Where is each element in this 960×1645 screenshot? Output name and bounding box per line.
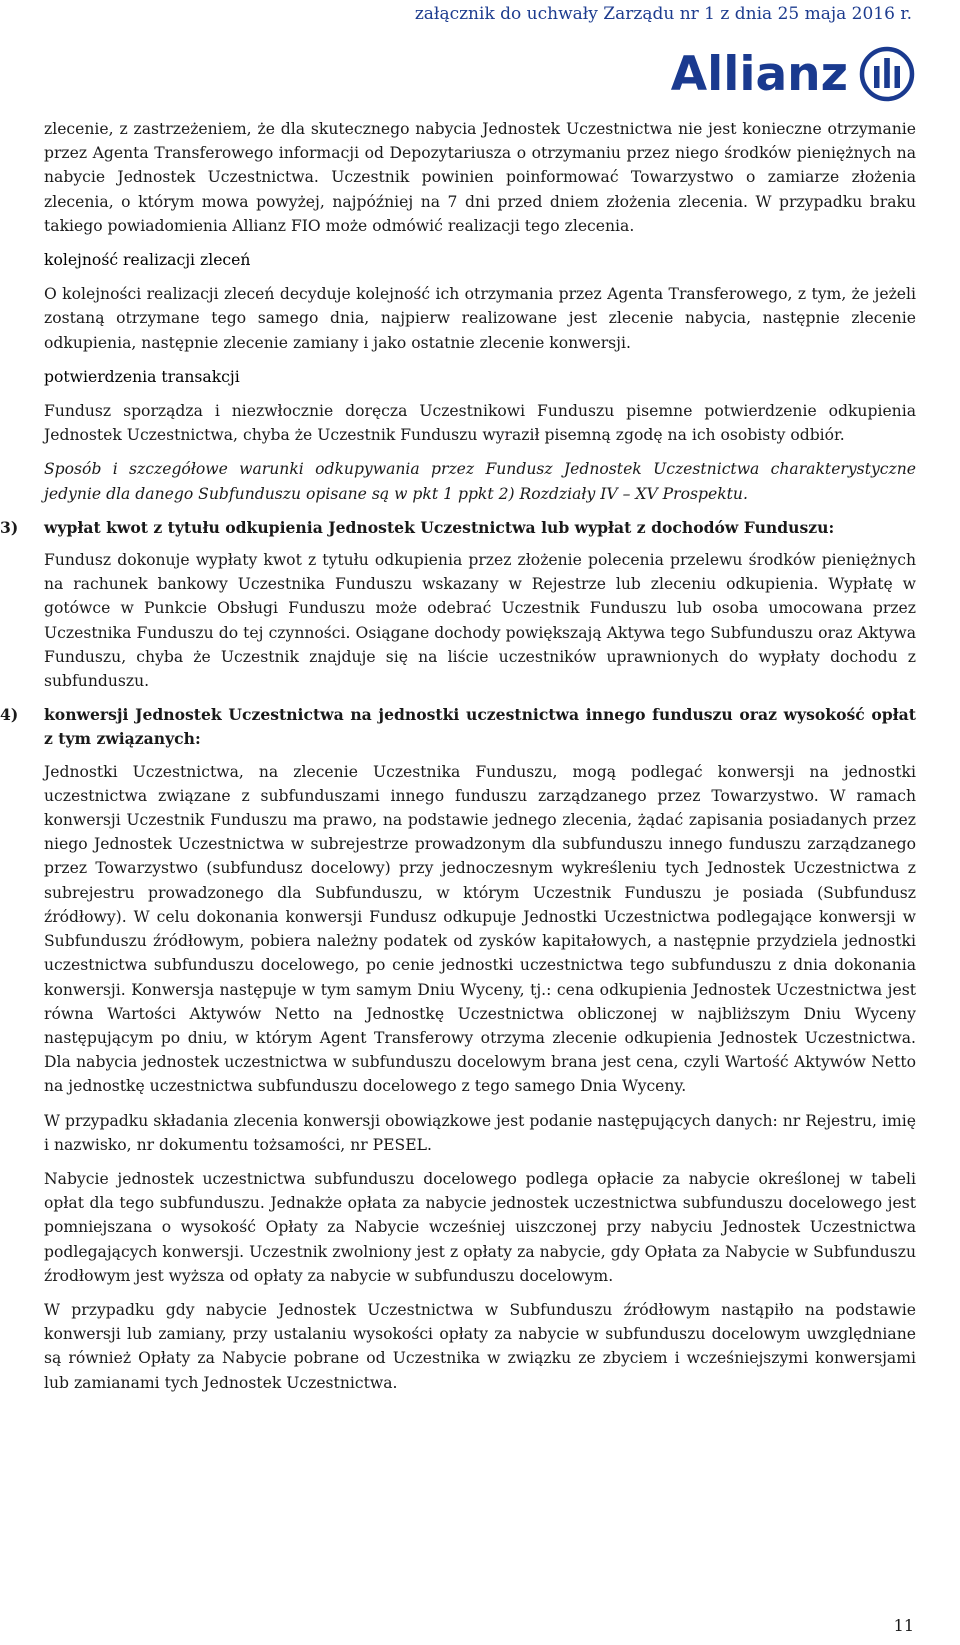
section-4-number: 4) — [0, 705, 19, 725]
subheading-confirmations: potwierdzenia transakcji — [44, 367, 240, 386]
paragraph-confirmations: Fundusz sporządza i niezwłocznie doręcza Uczestnikowi Funduszu pisemne potwierdzenie odkupienia Jednostek Uczestnictwa, chyba że Uczestnik Funduszu wyraził pisemną zgodę na ich osobisty odbiór. — [44, 402, 916, 445]
paragraph-payouts: Fundusz dokonuje wypłaty kwot z tytułu odkupienia przez złożenie polecenia przelewu środków pieniężnych na rachunek bankowy Uczestnika Funduszu wskazany w Rejestrze lub zleceniu odkupienia. Wypłatę w gotówce w Punkcie Obsługi Funduszu może odebrać Uczestnik Funduszu lub osoba umocowana przez Uczestnika Funduszu do tej czynności. Osiągane dochody powiększają Aktywa tego Subfunduszu oraz Aktywa Funduszu, chyba że Uczestnik znajduje się na liście uczestników uprawnionych do wypłaty dochodu z subfunduszu. — [44, 551, 916, 691]
page-number: 11 — [893, 1616, 914, 1635]
allianz-logo — [671, 46, 916, 102]
section-3-number: 3) — [0, 517, 19, 537]
subheading-order-of-execution: kolejność realizacji zleceń — [44, 251, 251, 270]
allianz-eagle-icon — [858, 45, 916, 103]
logo-wordmark: Allianz — [670, 46, 848, 102]
paragraph-conversion-fee-history: W przypadku gdy nabycie Jednostek Uczestnictwa w Subfunduszu źródłowym nastąpiło na podstawie konwersji lub zamiany, przy ustalaniu wysokości opłaty za nabycie w subfunduszu docelowym uwzględniane są również Opłaty za Nabycie pobrane od Uczestnika w związku ze zbyciem i wcześniejszymi konwersjami lub zamianami tych Jednostek Uczestnictwa. — [44, 1300, 916, 1392]
paragraph-conversion-data: W przypadku składania zlecenia konwersji obowiązkowe jest podanie następujących danych: nr Rejestru, imię i nazwisko, nr dokumentu tożsamości, nr PESEL. — [44, 1111, 916, 1154]
paragraph-conversion-fee: Nabycie jednostek uczestnictwa subfunduszu docelowego podlega opłacie za nabycie określonej w tabeli opłat dla tego subfunduszu. Jednakże opłata za nabycie jednostek uczestnictwa subfunduszu docelowego jest pomniejszana o wysokość Opłaty za Nabycie wcześniej uiszczonej przy nabyciu Jednostek Uczestnictwa podlegających konwersji. Uczestnik zwolniony jest z opłaty za nabycie, gdy Opłata za Nabycie w Subfunduszu źrodłowym jest wyższa od opłaty za nabycie w subfunduszu docelowym. — [44, 1169, 916, 1285]
document-body — [0, 117, 916, 1405]
paragraph-order-notice: zlecenie, z zastrzeżeniem, że dla skutecznego nabycia Jednostek Uczestnictwa nie jest konieczne otrzymanie przez Agenta Transferowego informacji od Depozytariusza o otrzymaniu przez niego środków pieniężnych na nabycie Jednostek Uczestnictwa. Uczestnik powinien poinformować Towarzystwo o zamiarze złożenia zlecenia, o którym mowa powyżej, najpóźniej na 7 dni przed dniem złożenia zlecenia. W przypadku braku takiego powiadomienia Allianz FIO może odmówić realizacji tego zlecenia. — [44, 120, 916, 235]
paragraph-order-of-execution: O kolejności realizacji zleceń decyduje kolejność ich otrzymania przez Agenta Transferowego, z tym, że jeżeli zostaną otrzymane tego samego dnia, najpierw realizowane jest zlecenie nabycia, następnie zlecenie odkupienia, następnie zlecenie zamiany i jako ostatnie zlecenie konwersji. — [44, 285, 916, 352]
section-3-title: wypłat kwot z tytułu odkupienia Jednostek Uczestnictwa lub wypłat z dochodów Funduszu: — [44, 517, 835, 537]
paragraph-redemption-reference: Sposób i szczegółowe warunki odkupywania przez Fundusz Jednostek Uczestnictwa charakterystyczne jedynie dla danego Subfunduszu opisane są w pkt 1 ppkt 2) Rozdziały IV – XV Prospektu. — [44, 460, 916, 503]
paragraph-conversion: Jednostki Uczestnictwa, na zlecenie Uczestnika Funduszu, mogą podlegać konwersji na jednostki uczestnictwa związane z subfunduszami innego funduszu zarządzanego przez Towarzystwo. W ramach konwersji Uczestnik Funduszu ma prawo, na podstawie jednego zlecenia, żądać zapisania posiadanych przez niego Jednostek Uczestnictwa w subrejestrze prowadzonym dla subfunduszu innego funduszu zarządzanego przez Towarzystwo (subfundusz docelowy) przy jednoczesnym wykreśleniu tych Jednostek Uczestnictwa z subrejestru prowadzonego dla Subfunduszu, w którym Uczestnik Funduszu je posiada (Subfundusz źródłowy). W celu dokonania konwersji Fundusz odkupuje Jednostki Uczestnictwa podlegające konwersji w Subfunduszu źródłowym, pobiera należny podatek od zysków kapitałowych, a następnie przydziela jednostki uczestnictwa subfunduszu docelowego, po cenie jednostki uczestnictwa tego subfunduszu z dnia dokonania konwersji. Konwersja następuje w tym samym Dniu Wyceny, tj.: cena odkupienia Jednostek Uczestnictwa jest równa Wartości Aktywów Netto na Jednostkę Uczestnictwa obliczonej w najbliższym Dniu Wyceny następującym po dniu, w którym Agent Transferowy otrzyma zlecenie odkupienia Jednostek Uczestnictwa. Dla nabycia jednostek uczestnictwa w subfunduszu docelowym brana jest cena, czyli Wartość Aktywów Netto na jednostkę uczestnictwa subfunduszu docelowego z tego samego Dnia Wyceny. — [44, 762, 916, 1096]
section-4-heading — [0, 703, 916, 751]
section-3-heading — [0, 516, 916, 540]
section-4-title: konwersji Jednostek Uczestnictwa na jednostki uczestnictwa innego funduszu oraz wysokość opłat z tym związanych: — [44, 705, 916, 749]
header-note: załącznik do uchwały Zarządu nr 1 z dnia 25 maja 2016 r. — [414, 4, 912, 24]
